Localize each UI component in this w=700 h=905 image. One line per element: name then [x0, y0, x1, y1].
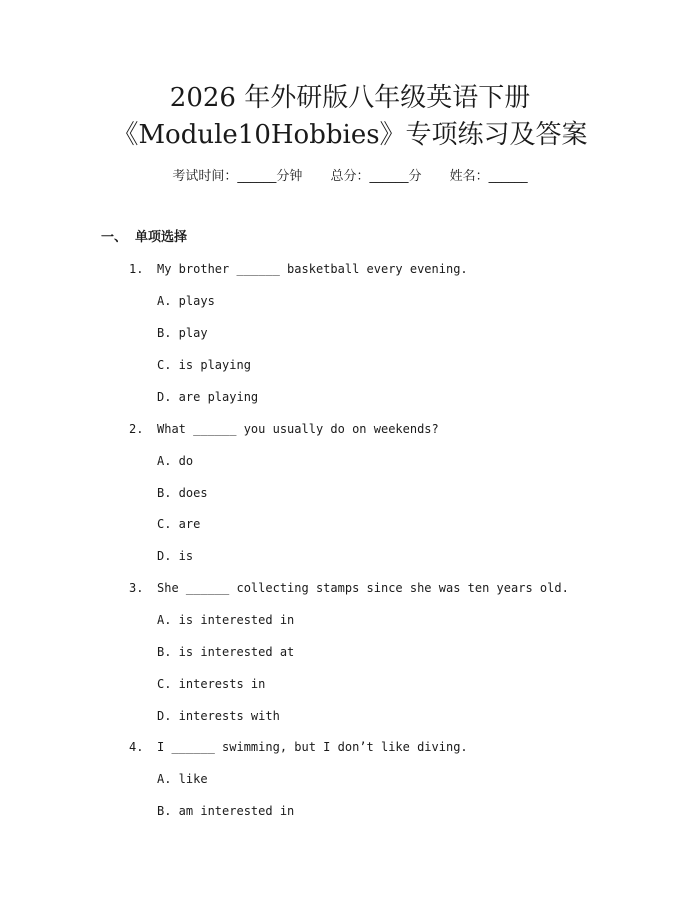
- question-3-option-d: D. interests with: [157, 709, 280, 723]
- question-text: She ______ collecting stamps since she was ten years old.: [157, 581, 569, 595]
- question-1-option-d: D. are playing: [157, 390, 259, 404]
- section-number: 一、: [101, 230, 128, 245]
- question-number: 4.: [129, 740, 144, 754]
- exam-time-field: 考试时间：______分钟: [172, 169, 303, 184]
- question-3-option-c: C. interests in: [157, 677, 266, 691]
- question-3-option-b: B. is interested at: [157, 645, 295, 659]
- question-text: My brother ______ basketball every evening.: [157, 262, 468, 276]
- question-4: [129, 738, 468, 756]
- question-number: 3.: [129, 581, 144, 595]
- question-2-option-d: D. is: [157, 549, 194, 563]
- student-name-field: 姓名：______: [449, 169, 528, 184]
- question-text: I ______ swimming, but I don’t like diving.: [157, 740, 468, 754]
- question-3: [129, 579, 569, 597]
- question-2-option-c: C. are: [157, 517, 201, 531]
- question-number: 1.: [129, 262, 144, 276]
- question-1-option-a: A. plays: [157, 294, 215, 308]
- question-1-option-c: C. is playing: [157, 358, 251, 372]
- question-text: What ______ you usually do on weekends?: [157, 422, 439, 436]
- section-title: 单项选择: [135, 230, 188, 245]
- question-2: [129, 420, 439, 438]
- question-1: [129, 260, 468, 278]
- question-number: 2.: [129, 422, 144, 436]
- question-1-option-b: B. play: [157, 326, 208, 340]
- total-score-field: 总分：______分: [330, 169, 422, 184]
- exam-info-line: [0, 168, 700, 186]
- document-title-line-2: 《Module10Hobbies》专项练习及答案: [112, 120, 588, 150]
- question-2-option-a: A. do: [157, 454, 194, 468]
- question-4-option-b: B. am interested in: [157, 804, 295, 818]
- question-4-option-a: A. like: [157, 772, 208, 786]
- section-heading: [101, 229, 187, 247]
- document-title-line-1: 2026 年外研版八年级英语下册: [169, 83, 531, 113]
- question-3-option-a: A. is interested in: [157, 613, 295, 627]
- question-2-option-b: B. does: [157, 486, 208, 500]
